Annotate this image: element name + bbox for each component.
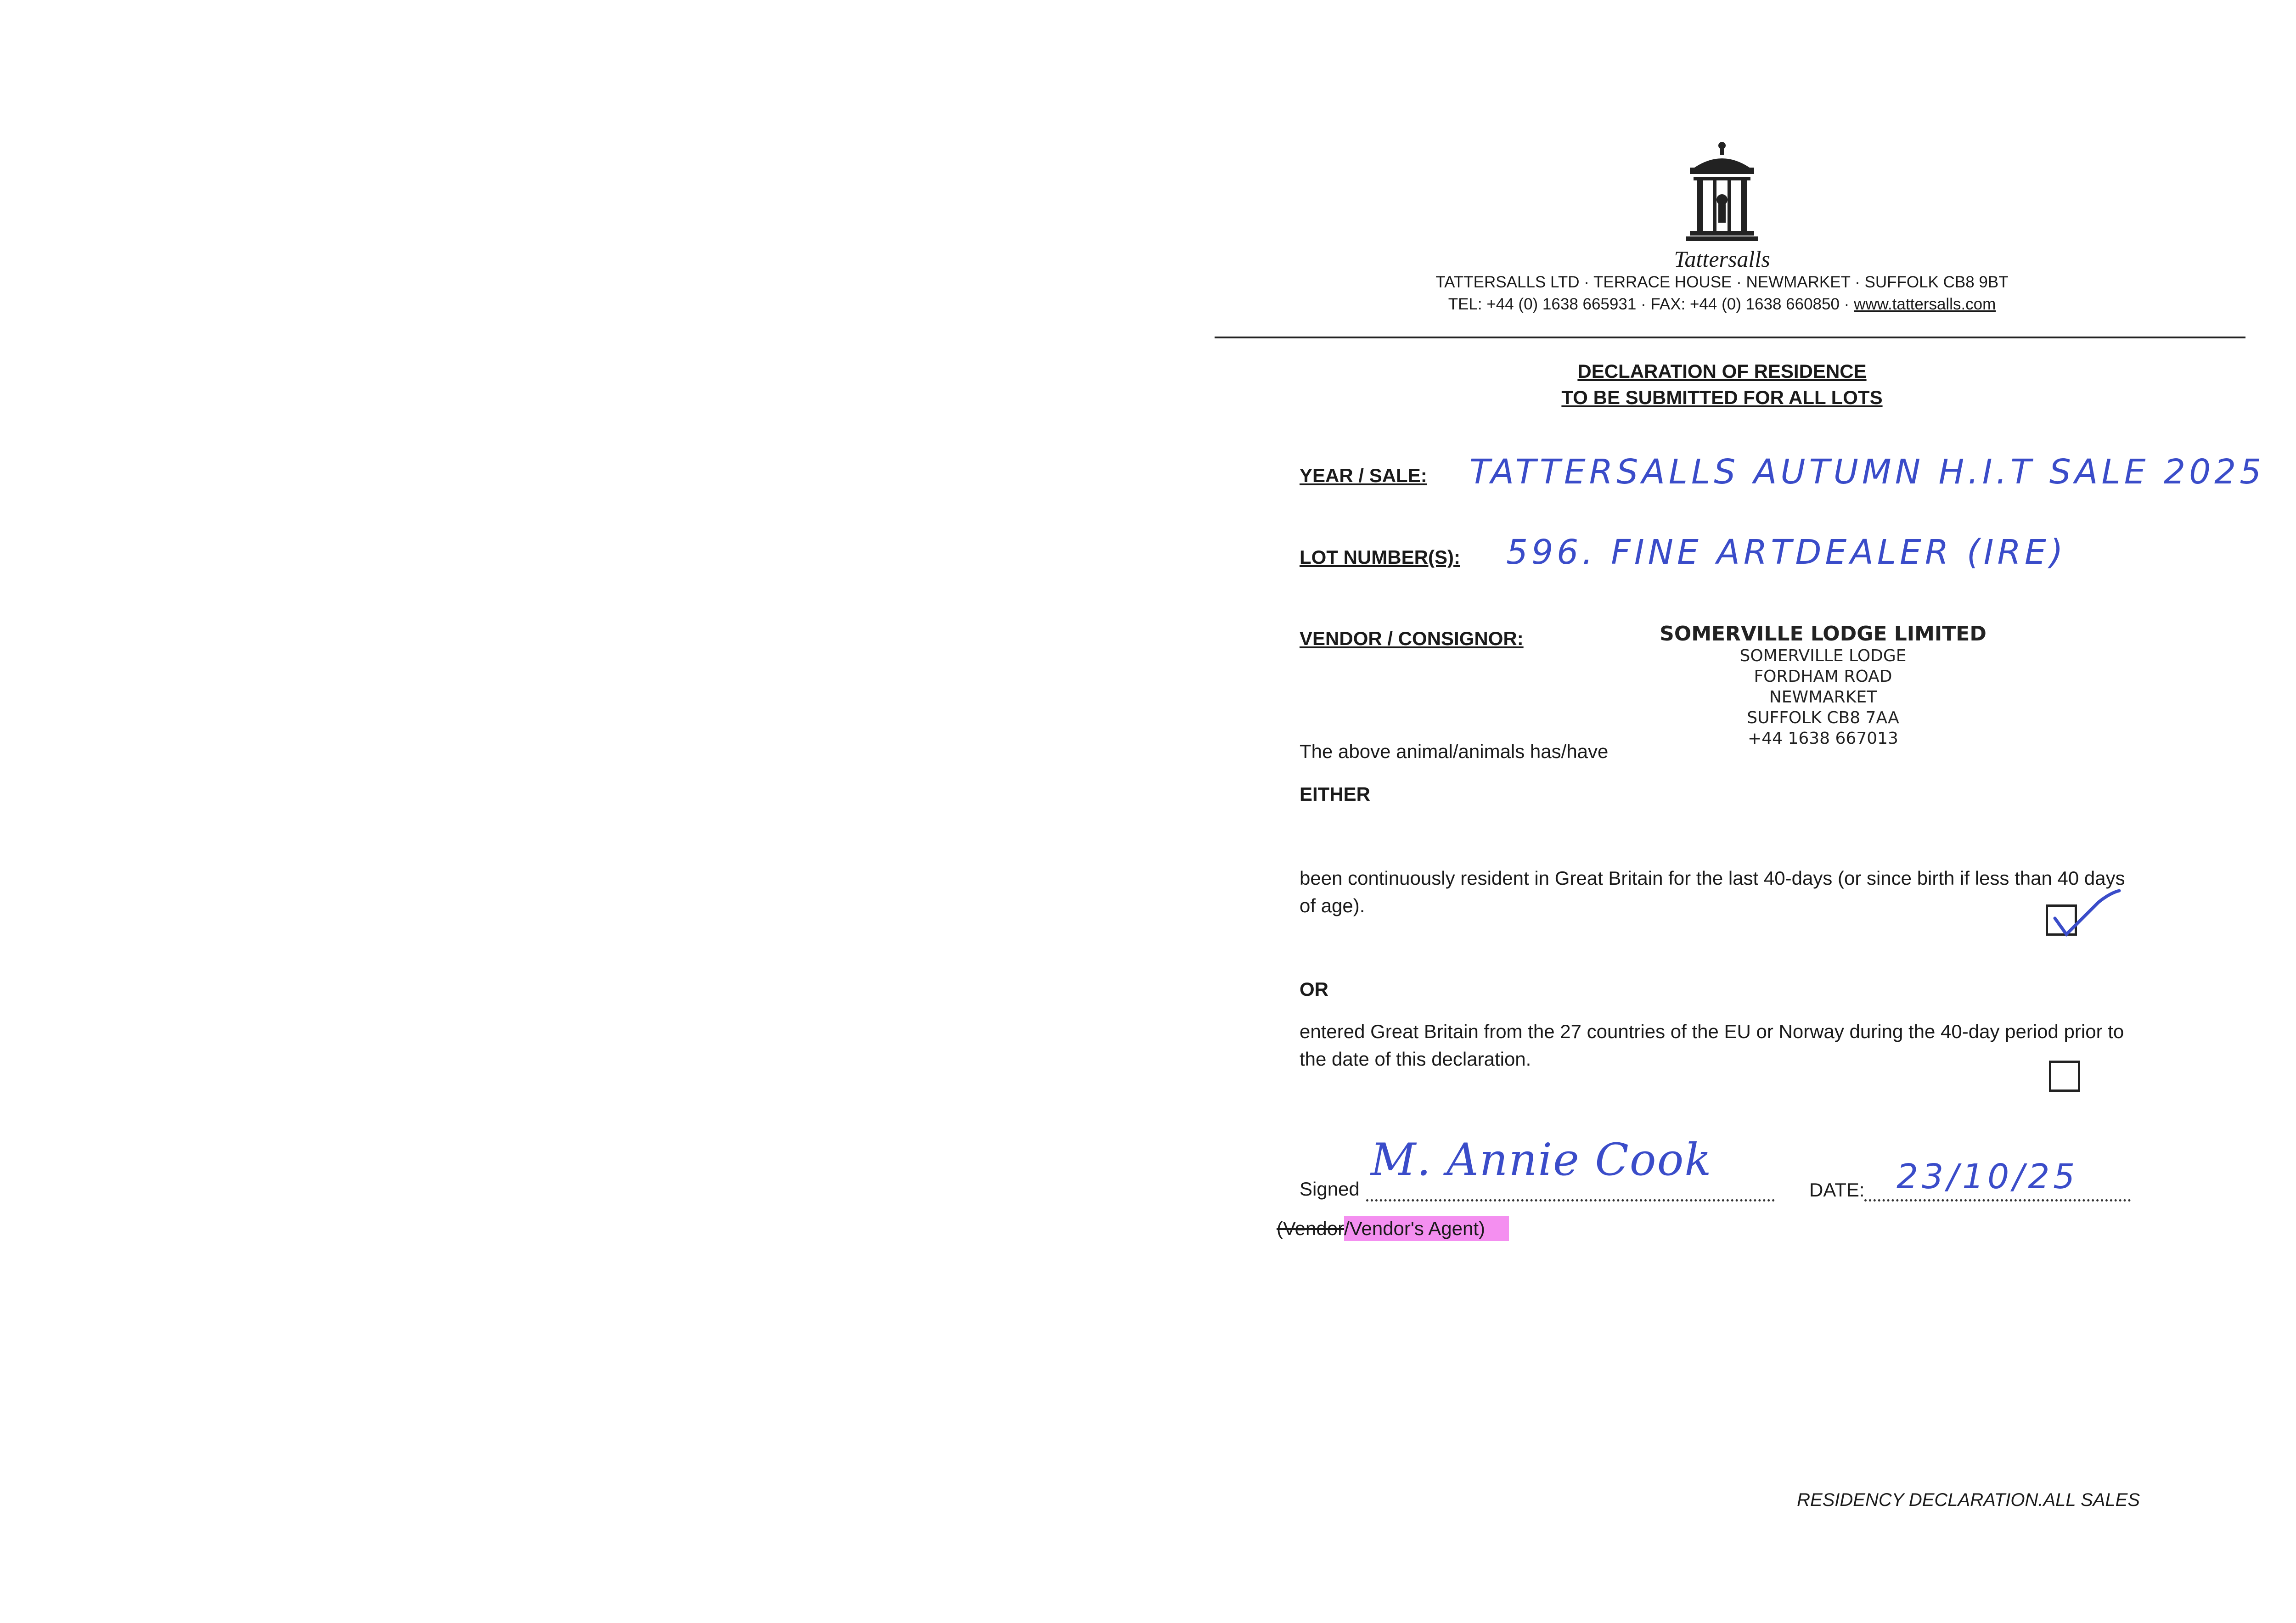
signature-line [1366, 1199, 1775, 1202]
year-sale-handwritten-value[interactable]: TATTERSALLS AUTUMN H.I.T SALE 2025 [1469, 452, 2265, 492]
header-divider [1215, 337, 2245, 338]
option-resident-text: been continuously resident in Great Britain for the last 40-days (or since birth if less than 40 days of age). [1300, 867, 2125, 916]
stamp-address-line: NEWMARKET [1769, 688, 1877, 707]
stamp-address-line: SUFFOLK CB8 7AA [1747, 708, 1899, 727]
either-label: EITHER [1300, 783, 1371, 805]
website-link[interactable]: www.tattersalls.com [1854, 295, 1996, 313]
year-sale-label: YEAR / SALE: [1300, 465, 1427, 486]
company-address: TATTERSALLS LTD · TERRACE HOUSE · NEWMARKET · SUFFOLK CB8 9BT [1435, 273, 2009, 291]
role-vendor-struck: (Vendor [1277, 1218, 1345, 1239]
date-handwritten-value[interactable]: 23/10/25 [1896, 1157, 2079, 1196]
form-footer-reference: RESIDENCY DECLARATION.ALL SALES [1797, 1490, 2140, 1510]
contact-phone-fax: TEL: +44 (0) 1638 665931 · FAX: +44 (0) 1638 660850 · [1448, 295, 1854, 313]
stamp-address-line: SOMERVILLE LODGE [1739, 646, 1907, 665]
tattersalls-rotunda-logo-icon [1676, 140, 1768, 246]
stamp-phone: +44 1638 667013 [1748, 729, 1898, 748]
document-title: DECLARATION OF RESIDENCE [1577, 360, 1867, 382]
vendor-stamp [1635, 622, 2011, 749]
date-label: DATE: [1809, 1179, 1865, 1201]
lot-number-label: LOT NUMBER(S): [1300, 546, 1460, 568]
vendor-consignor-label: VENDOR / CONSIGNOR: [1300, 628, 1524, 649]
date-line [1864, 1199, 2131, 1202]
brand-name: Tattersalls [1674, 246, 1770, 272]
option-entered-text: entered Great Britain from the 27 countries of the EU or Norway during the 40-day period prior to the date of this declaration. [1300, 1021, 2124, 1070]
company-contact [1332, 295, 2112, 314]
stamp-address-line: FORDHAM ROAD [1754, 667, 1892, 686]
option-entered-checkbox[interactable] [2049, 1061, 2080, 1092]
lot-number-handwritten-value[interactable]: 596. FINE ARTDEALER (IRE) [1506, 533, 2067, 572]
stamp-company-name: SOMERVILLE LODGE LIMITED [1660, 622, 1986, 646]
role-agent-highlighted: /Vendor's Agent) [1344, 1216, 1509, 1241]
or-label: OR [1300, 978, 1328, 1000]
handwritten-signature[interactable]: M. Annie Cook [1371, 1134, 1712, 1185]
option-resident-checkbox[interactable] [2046, 904, 2077, 936]
document-subtitle: TO BE SUBMITTED FOR ALL LOTS [1561, 387, 1883, 408]
signatory-role [1277, 1218, 1509, 1240]
tick-mark-icon [2046, 879, 2138, 948]
signed-label: Signed [1300, 1178, 1360, 1200]
statement-intro: The above animal/animals has/have [1300, 741, 1609, 762]
